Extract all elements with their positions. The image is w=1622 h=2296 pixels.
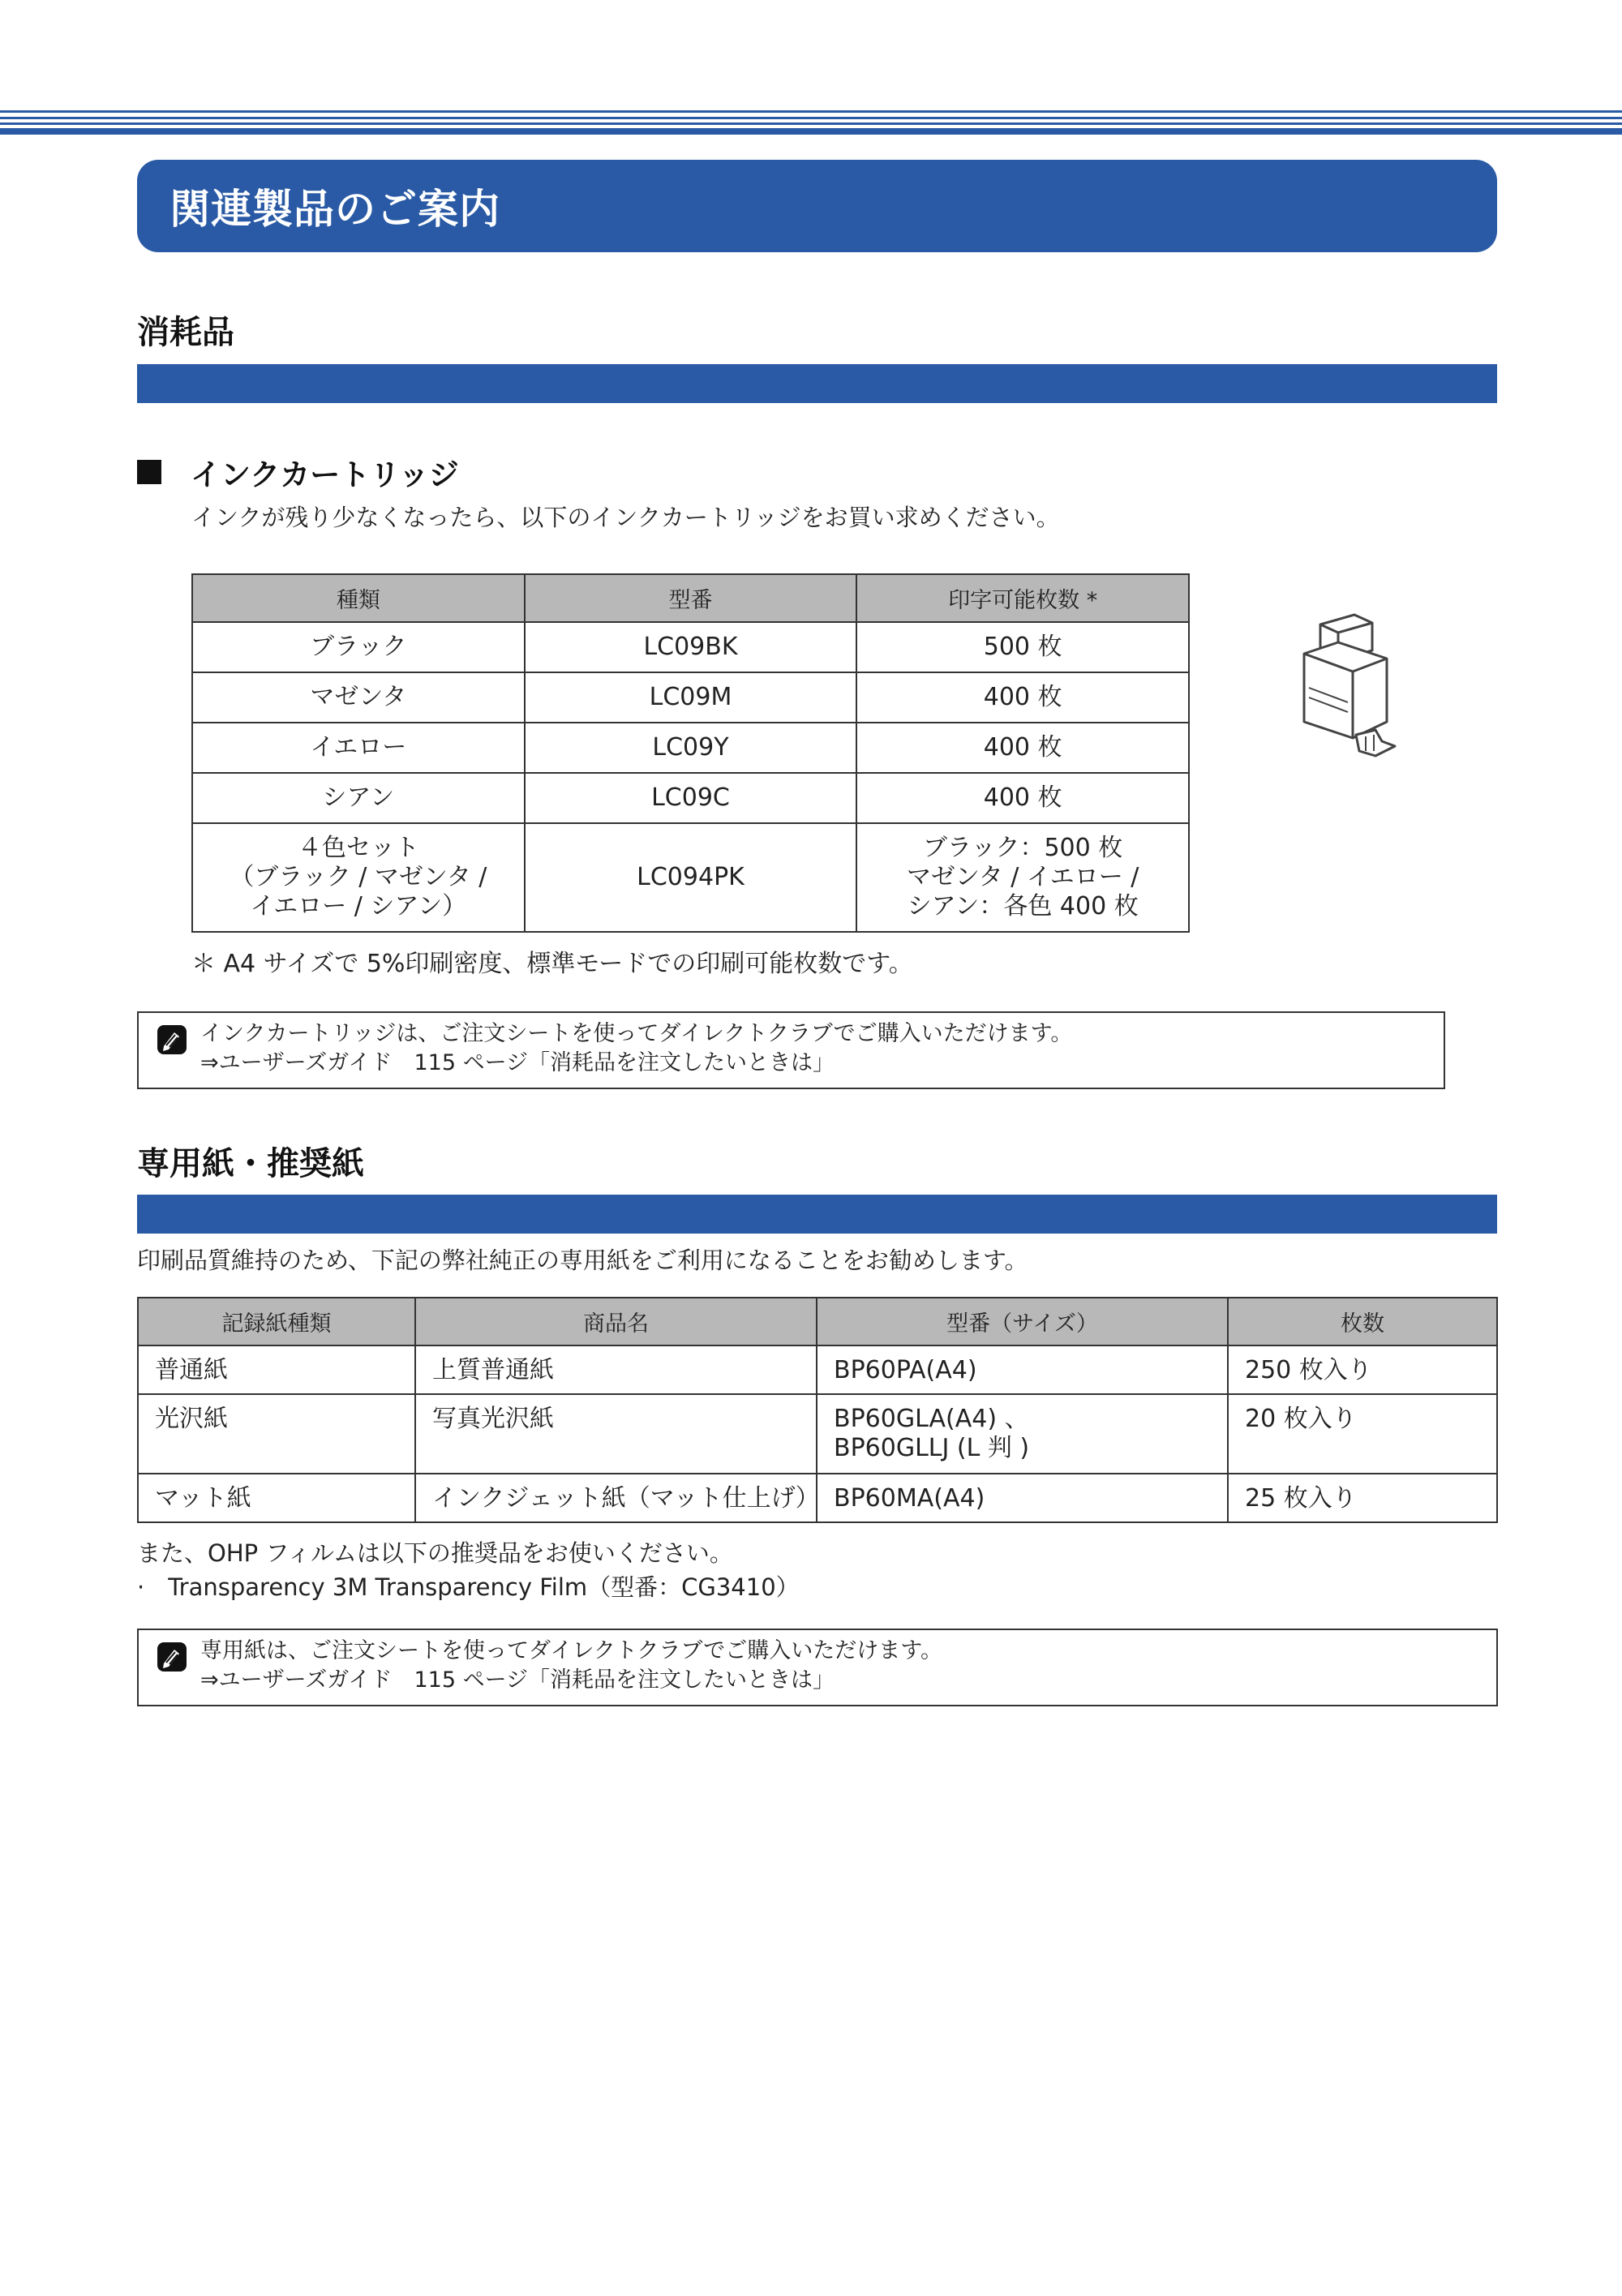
cell-count: 25 枚入り	[1228, 1474, 1497, 1522]
col-header: 印字可能枚数 *	[856, 574, 1189, 622]
cell-line: ４色セット	[297, 834, 419, 862]
cell-model	[817, 1345, 1228, 1394]
paper-table-header	[138, 1298, 1497, 1345]
cell-count: 400 枚	[856, 773, 1189, 823]
cell-model: LC09BK	[525, 622, 857, 672]
paper-note-line2: ⇒ユーザーズガイド 115 ページ「消耗品を注文したいときは」	[200, 1667, 835, 1693]
cell-line: シアン：各色 400 枚	[907, 892, 1139, 921]
ink-intro: インクが残り少なくなったら、以下のインクカートリッジをお買い求めください。	[191, 504, 1060, 531]
cell-paper-type: マット紙	[138, 1474, 415, 1522]
cell-model: LC094PK	[525, 823, 857, 932]
memo-pen-icon	[157, 1024, 187, 1055]
page-title: 関連製品のご案内	[169, 186, 500, 233]
cell-product-name: 写真光沢紙	[415, 1394, 817, 1474]
cell-line: BP60GLA(A4) 、	[834, 1405, 1029, 1433]
col-header: 商品名	[415, 1298, 817, 1345]
cell-line: BP60PA(A4)	[834, 1356, 977, 1384]
ink-note-line2: ⇒ユーザーズガイド 115 ページ「消耗品を注文したいときは」	[200, 1050, 835, 1075]
ink-heading	[137, 450, 459, 494]
cell-model	[817, 1394, 1228, 1474]
paper-bar	[137, 1195, 1497, 1234]
cell-model: LC09Y	[525, 723, 857, 773]
memo-pen-icon	[157, 1642, 187, 1672]
table-row	[192, 723, 1189, 773]
cell-type: マゼンタ	[192, 672, 525, 723]
cell-count: 400 枚	[856, 723, 1189, 773]
cell-line: ブラック：500 枚	[923, 834, 1123, 862]
cell-line: （ブラック / マゼンタ /	[230, 863, 487, 891]
table-row	[138, 1474, 1497, 1522]
cell-model	[817, 1474, 1228, 1522]
cell-count: 400 枚	[856, 672, 1189, 723]
cell-product-name: インクジェット紙（マット仕上げ）	[415, 1474, 817, 1522]
ink-footnote: ＊ A4 サイズで 5%印刷密度、標準モードでの印刷可能枚数です。	[191, 950, 913, 978]
cell-line: BP60GLLJ (L 判 )	[834, 1434, 1030, 1462]
col-header: 型番（サイズ）	[817, 1298, 1228, 1345]
page-title-bar	[137, 160, 1497, 252]
ink-table	[191, 573, 1190, 933]
col-header: 型番	[525, 574, 857, 622]
consumables-heading: 消耗品	[137, 314, 234, 351]
ink-note-box	[137, 1011, 1445, 1089]
ink-table-header	[192, 574, 1189, 622]
table-row	[138, 1345, 1497, 1394]
ink-note-line1: インクカートリッジは、ご注文シートを使ってダイレクトクラブでご購入いただけます。	[200, 1021, 1073, 1046]
table-row	[192, 622, 1189, 672]
table-row	[138, 1394, 1497, 1474]
paper-note-box	[137, 1629, 1498, 1706]
cell-type: シアン	[192, 773, 525, 823]
ink-cartridge-illustration	[1298, 608, 1403, 762]
table-row	[192, 672, 1189, 723]
square-bullet-icon	[137, 460, 161, 484]
cell-type: イエロー	[192, 723, 525, 773]
col-header: 枚数	[1228, 1298, 1497, 1345]
col-header: 記録紙種類	[138, 1298, 415, 1345]
paper-note-line1: 専用紙は、ご注文シートを使ってダイレクトクラブでご購入いただけます。	[200, 1638, 943, 1663]
paper-intro: 印刷品質維持のため、下記の弊社純正の専用紙をご利用になることをお勧めします。	[137, 1247, 1028, 1274]
cell-count: 250 枚入り	[1228, 1345, 1497, 1394]
cell-product-name: 上質普通紙	[415, 1345, 817, 1394]
ohp-item: · Transparency 3M Transparency Film（型番：CG3410）	[137, 1573, 800, 1601]
paper-heading: 専用紙・推奨紙	[137, 1145, 364, 1182]
cell-count	[856, 823, 1189, 932]
consumables-bar	[137, 364, 1497, 403]
cell-count: 500 枚	[856, 622, 1189, 672]
col-header: 種類	[192, 574, 525, 622]
cell-line: マゼンタ / イエロー /	[906, 863, 1139, 891]
cell-model: LC09M	[525, 672, 857, 723]
cell-type	[192, 823, 525, 932]
cell-paper-type: 普通紙	[138, 1345, 415, 1394]
cell-paper-type: 光沢紙	[138, 1394, 415, 1474]
cell-model: LC09C	[525, 773, 857, 823]
ink-heading-label: インクカートリッジ	[191, 457, 459, 492]
cell-count: 20 枚入り	[1228, 1394, 1497, 1474]
cell-line: イエロー / シアン）	[250, 892, 467, 921]
paper-table	[137, 1297, 1498, 1523]
table-row	[192, 773, 1189, 823]
ohp-text: また、OHP フィルムは以下の推奨品をお使いください。	[137, 1539, 733, 1567]
table-row	[192, 823, 1189, 932]
cell-line: BP60MA(A4)	[834, 1484, 985, 1513]
cell-type: ブラック	[192, 622, 525, 672]
